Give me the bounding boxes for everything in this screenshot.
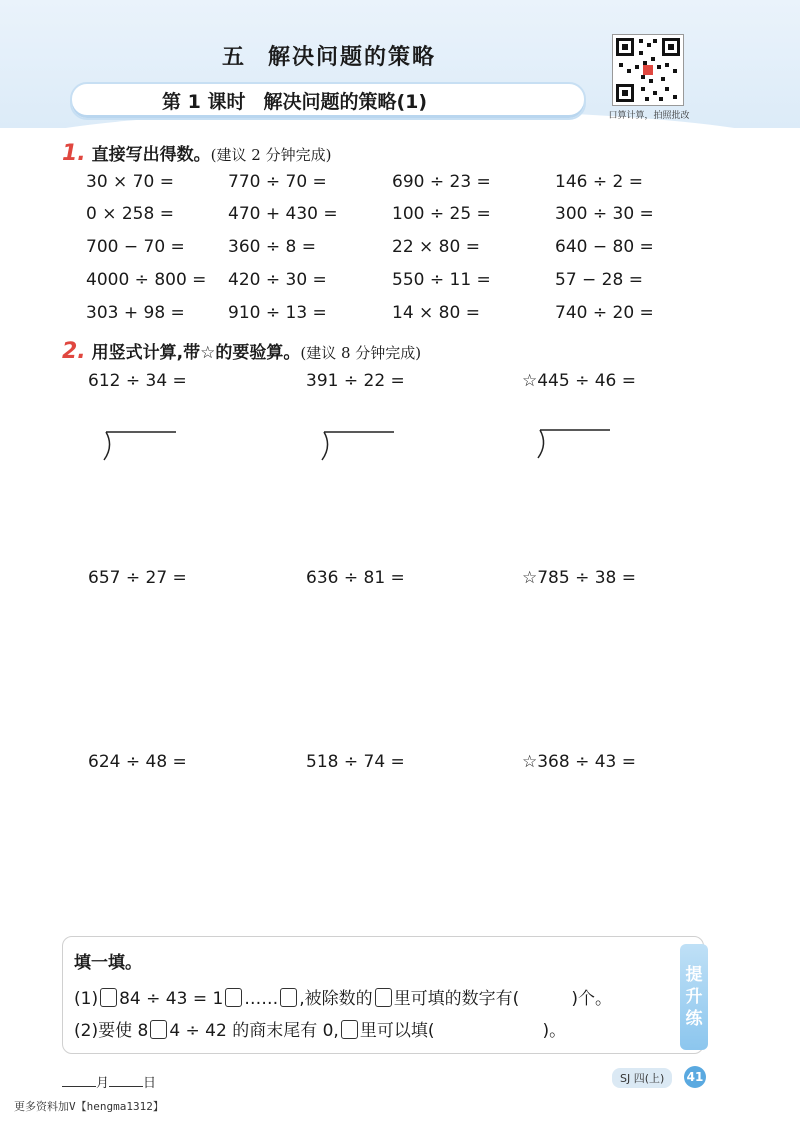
division-problem: 624 ÷ 48 =	[88, 752, 187, 772]
mental-item: 550 ÷ 11 =	[392, 270, 491, 290]
unit-title	[222, 40, 436, 71]
date-field	[62, 1072, 156, 1091]
mental-item: 740 ÷ 20 =	[555, 303, 654, 323]
fill-question-1	[74, 984, 612, 1009]
mental-item: 470 + 430 =	[228, 204, 338, 224]
mental-item: 57 − 28 =	[555, 270, 643, 290]
mental-item: 100 ÷ 25 =	[392, 204, 491, 224]
section2-number: 2.	[62, 339, 86, 364]
q1-tail: 里可填的数字有(	[393, 989, 520, 1009]
page-number: 41	[684, 1066, 706, 1088]
q1-expr: 84 ÷ 43 = 1	[119, 989, 224, 1009]
answer-box[interactable]	[100, 988, 117, 1007]
watermark: 更多资料加V【hengma1312】	[14, 1100, 164, 1113]
section1-title-text: 直接写出得数。	[91, 145, 211, 165]
answer-box[interactable]	[375, 988, 392, 1007]
q2-prefix: (2)要使 8	[74, 1021, 149, 1041]
long-division-bracket	[100, 428, 180, 462]
answer-box[interactable]	[341, 1020, 358, 1039]
division-problem: ☆785 ÷ 38 =	[522, 568, 637, 588]
mental-item: 4000 ÷ 800 =	[86, 270, 207, 290]
q1-end: )个。	[571, 989, 612, 1009]
division-problem: 518 ÷ 74 =	[306, 752, 405, 772]
answer-box[interactable]	[280, 988, 297, 1007]
mental-item: 22 × 80 =	[392, 237, 480, 257]
answer-box[interactable]	[225, 988, 242, 1007]
grade-tag: SJ 四(上)	[612, 1068, 672, 1088]
long-division-bracket	[318, 428, 398, 462]
qr-caption: 口算计算，拍照批改	[608, 111, 690, 121]
mental-item: 910 ÷ 13 =	[228, 303, 327, 323]
month-blank[interactable]	[62, 1074, 96, 1087]
mental-item: 700 − 70 =	[86, 237, 185, 257]
side-tab-char: 提	[685, 965, 703, 985]
mental-item: 0 × 258 =	[86, 204, 174, 224]
division-problem: 391 ÷ 22 =	[306, 371, 405, 391]
mental-item: 146 ÷ 2 =	[555, 172, 643, 192]
section2-title	[62, 338, 421, 364]
mental-item: 770 ÷ 70 =	[228, 172, 327, 192]
unit-title-text: 解决问题的策略	[268, 45, 437, 70]
q1-mid: ,被除数的	[299, 989, 373, 1009]
q2-tail: 里可以填(	[359, 1021, 435, 1041]
mental-item: 30 × 70 =	[86, 172, 174, 192]
unit-number: 五	[222, 45, 247, 70]
q1-ellipsis: ……	[244, 989, 279, 1009]
q1-prefix: (1)	[74, 989, 99, 1009]
long-division-bracket	[534, 426, 614, 460]
answer-box[interactable]	[150, 1020, 167, 1039]
side-tab-practice	[680, 944, 708, 1050]
side-tab-char: 练	[685, 1009, 703, 1029]
mental-item: 300 ÷ 30 =	[555, 204, 654, 224]
month-label: 月	[96, 1076, 110, 1091]
mental-item: 640 − 80 =	[555, 237, 654, 257]
q2-expr: 4 ÷ 42 的商末尾有 0,	[169, 1021, 339, 1041]
mental-item: 14 × 80 =	[392, 303, 480, 323]
section2-note: (建议 8 分钟完成)	[300, 344, 422, 362]
lesson-label: 第 1 课时	[162, 91, 246, 113]
mental-item: 303 + 98 =	[86, 303, 185, 323]
qr-code-icon[interactable]	[612, 34, 684, 106]
lesson-heading	[162, 87, 427, 114]
division-problem: 636 ÷ 81 =	[306, 568, 405, 588]
division-problem: ☆368 ÷ 43 =	[522, 752, 637, 772]
section2-title-text: 用竖式计算,带☆的要验算。	[91, 343, 301, 363]
q2-end: )。	[542, 1021, 567, 1041]
mental-item: 690 ÷ 23 =	[392, 172, 491, 192]
division-problem: 612 ÷ 34 =	[88, 371, 187, 391]
day-label: 日	[143, 1076, 157, 1091]
fill-question-2	[74, 1016, 566, 1041]
section1-title	[62, 140, 331, 166]
day-blank[interactable]	[109, 1074, 143, 1087]
mental-item: 360 ÷ 8 =	[228, 237, 316, 257]
division-problem: 657 ÷ 27 =	[88, 568, 187, 588]
mental-item: 420 ÷ 30 =	[228, 270, 327, 290]
side-tab-char: 升	[685, 987, 703, 1007]
lesson-topic: 解决问题的策略(1)	[263, 91, 428, 113]
section1-number: 1.	[62, 141, 86, 166]
section1-note: (建议 2 分钟完成)	[210, 146, 332, 164]
fill-in-title: 填一填。	[74, 953, 142, 973]
division-problem: ☆445 ÷ 46 =	[522, 371, 637, 391]
